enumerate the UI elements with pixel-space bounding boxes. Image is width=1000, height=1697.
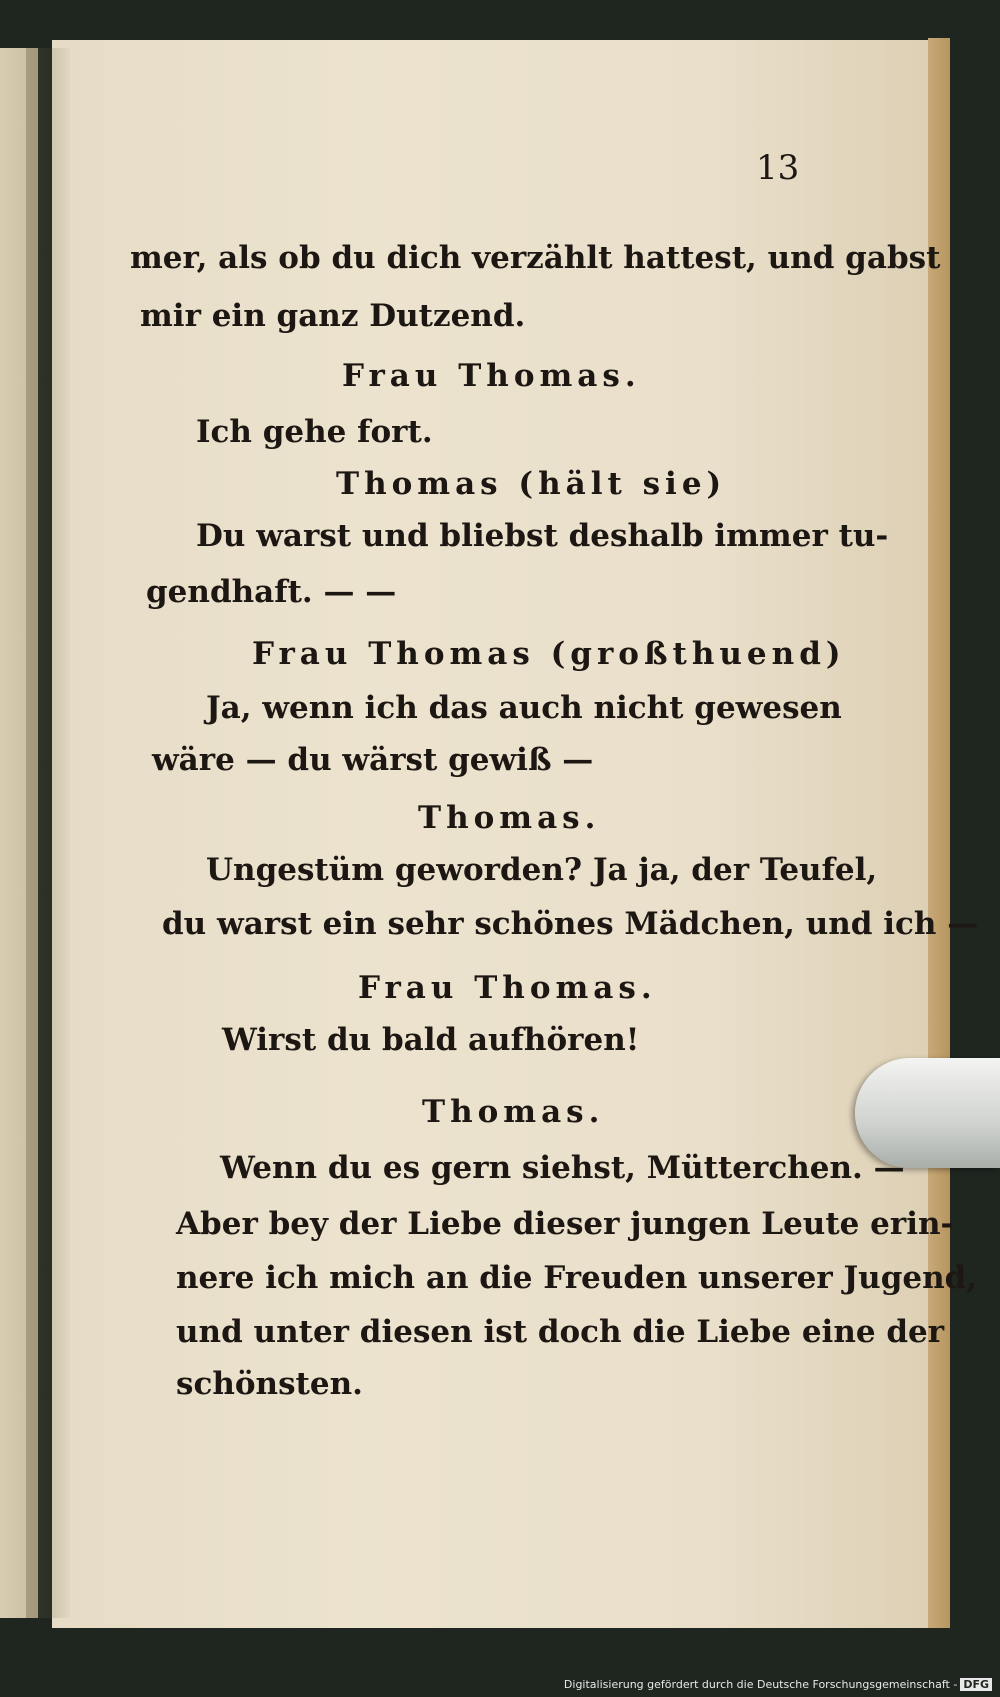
text-line: nere ich mich an die Freuden unserer Jugend, <box>176 1260 978 1296</box>
speaker-heading: Thomas (hält sie) <box>336 466 727 502</box>
speaker-heading: Frau Thomas (großthuend) <box>252 636 846 672</box>
speaker-heading: Thomas. <box>418 800 601 836</box>
text-line: und unter diesen ist doch die Liebe eine der <box>176 1314 945 1350</box>
text-line: Aber bey der Liebe dieser jungen Leute erin- <box>176 1206 954 1242</box>
text-line: schönsten. <box>176 1366 363 1402</box>
text-line: gendhaft. — — <box>146 574 397 610</box>
text-line: Ja, wenn ich das auch nicht gewesen <box>206 690 842 726</box>
page-number: 13 <box>756 148 800 188</box>
digitization-credit <box>564 1678 992 1691</box>
text-line: wäre — du wärst gewiß — <box>152 742 594 778</box>
text-line: du warst ein sehr schönes Mädchen, und ich — <box>162 906 979 942</box>
speaker-heading: Frau Thomas. <box>358 970 657 1006</box>
speaker-heading: Frau Thomas. <box>342 358 641 394</box>
text-line: Wirst du bald aufhören! <box>222 1022 640 1058</box>
text-line: Ich gehe fort. <box>196 414 433 450</box>
speaker-heading: Thomas. <box>422 1094 605 1130</box>
credit-text: Digitalisierung gefördert durch die Deutsche Forschungsgemeinschaft - <box>563 1678 958 1691</box>
text-line: mir ein ganz Dutzend. <box>140 298 526 334</box>
dfg-logo: DFG <box>960 1678 992 1691</box>
text-line: mer, als ob du dich verzählt hattest, und gabst <box>130 240 941 276</box>
text-line: Du warst und bliebst deshalb immer tu- <box>196 518 889 554</box>
text-line: Ungestüm geworden? Ja ja, der Teufel, <box>206 852 878 888</box>
text-line: Wenn du es gern siehst, Mütterchen. — <box>220 1150 905 1186</box>
